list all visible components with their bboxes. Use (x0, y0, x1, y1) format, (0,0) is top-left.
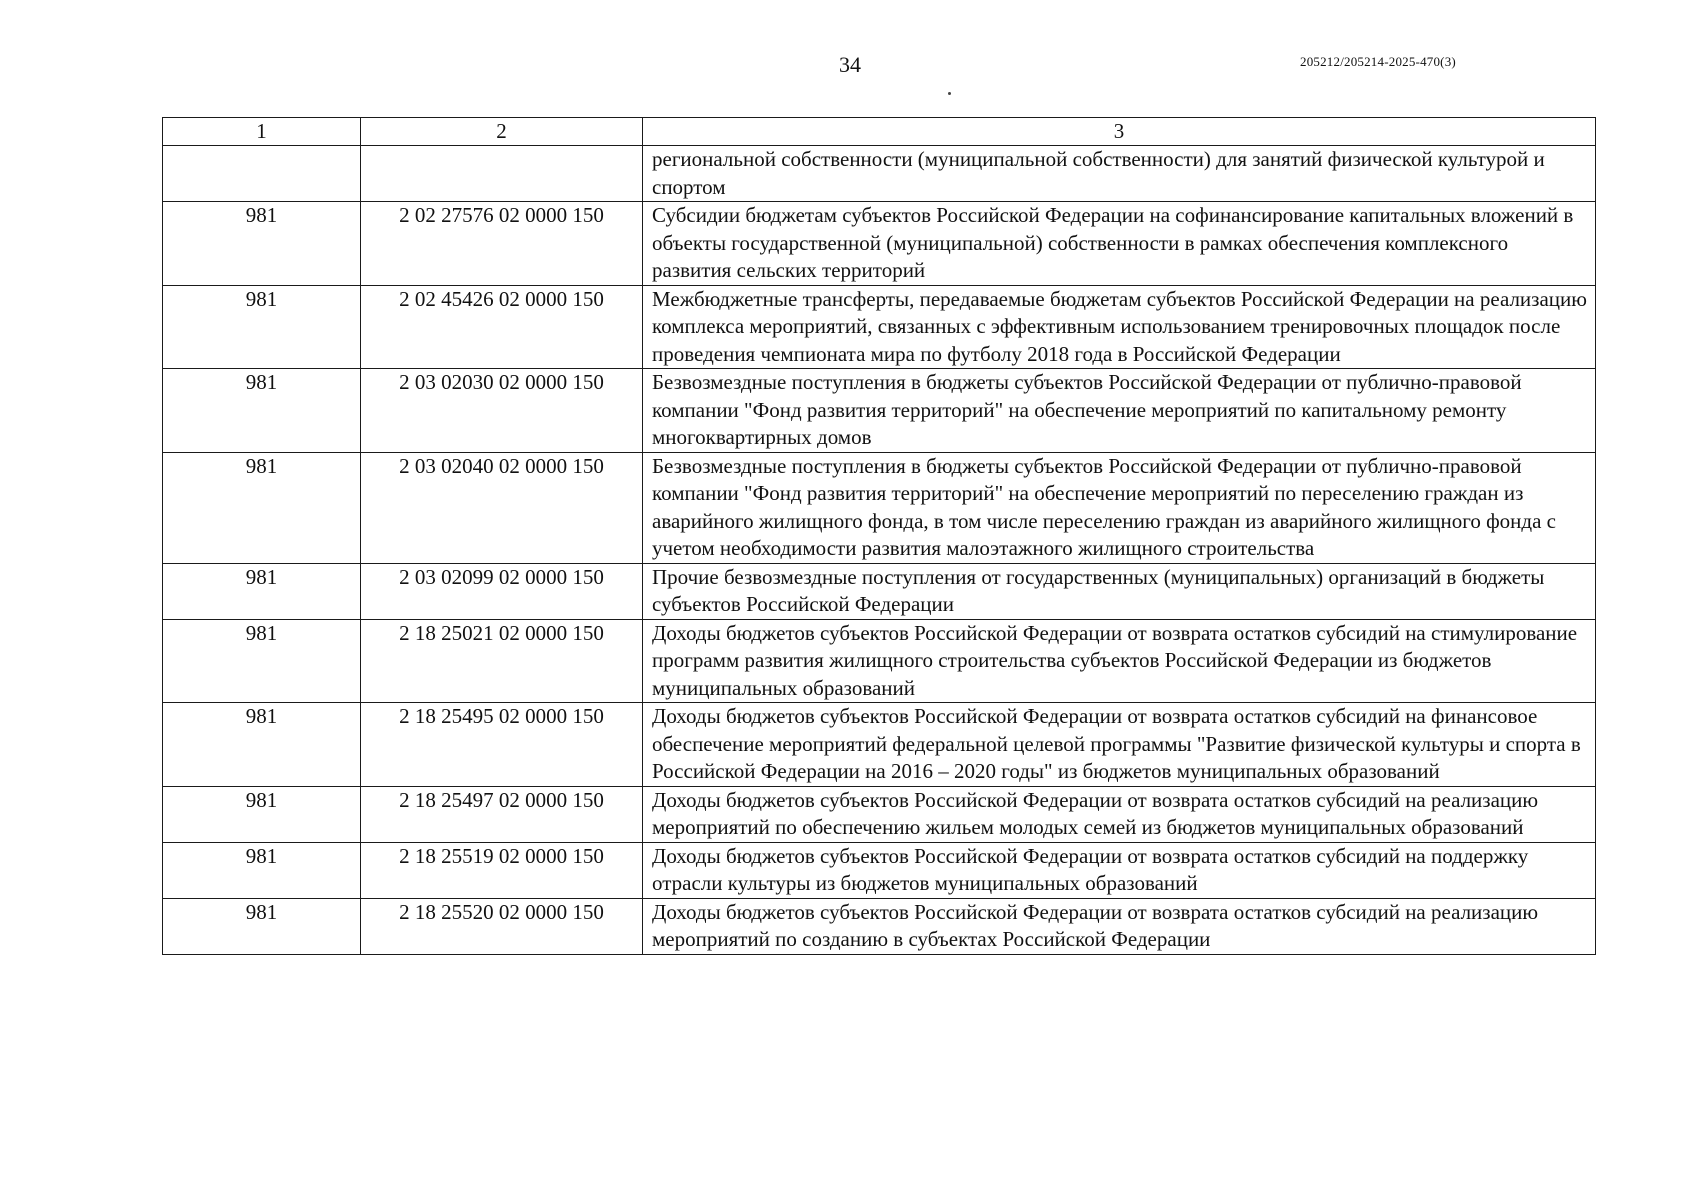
budget-code-text: 2 02 45426 02 0000 150 (399, 286, 604, 311)
table-row (163, 285, 1596, 369)
cell-budget-code (361, 619, 643, 703)
scan-artifact-dot (948, 92, 951, 95)
cell-description: Безвозмездные поступления в бюджеты субъектов Российской Федерации от публично-правовой компании "Фонд развития территорий" на обеспечение мероприятий по переселению граждан из аварийного жилищного фонда, в том числе переселению граждан из аварийного жилищного фонда с учетом необходимости развития малоэтажного жилищного строительства (643, 452, 1596, 563)
cell-budget-code (361, 452, 643, 563)
column-header-1: 1 (163, 118, 361, 146)
column-header-3: 3 (643, 118, 1596, 146)
cell-budget-code (361, 563, 643, 619)
table-row (163, 563, 1596, 619)
cell-admin-code: 981 (163, 703, 361, 787)
cell-budget-code (361, 369, 643, 453)
cell-admin-code: 981 (163, 619, 361, 703)
cell-admin-code: 981 (163, 202, 361, 286)
table-row (163, 786, 1596, 842)
cell-description: Межбюджетные трансферты, передаваемые бюджетам субъектов Российской Федерации на реализацию комплекса мероприятий, связанных с эффективным использованием тренировочных площадок после проведения чемпионата мира по футболу 2018 года в Российской Федерации (643, 285, 1596, 369)
budget-code-text: 2 18 25495 02 0000 150 (399, 704, 604, 728)
cell-description: Безвозмездные поступления в бюджеты субъектов Российской Федерации от публично-правовой компании "Фонд развития территорий" на обеспечение мероприятий по капитальному ремонту многоквартирных домов (643, 369, 1596, 453)
cell-budget-code (361, 703, 643, 787)
cell-admin-code (163, 146, 361, 202)
cell-admin-code: 981 (163, 842, 361, 898)
budget-code-text: 2 18 25021 02 0000 150 (399, 620, 604, 645)
cell-admin-code: 981 (163, 369, 361, 453)
cell-description: региональной собственности (муниципальной собственности) для занятий физической культурой и спортом (643, 146, 1596, 202)
budget-code-text: 2 02 27576 02 0000 150 (399, 203, 604, 227)
cell-admin-code: 981 (163, 285, 361, 369)
cell-admin-code: 981 (163, 452, 361, 563)
budget-code-text: 2 03 02030 02 0000 150 (399, 370, 604, 394)
budget-code-text: 2 18 25520 02 0000 150 (399, 899, 604, 924)
budget-code-text: 2 18 25519 02 0000 150 (399, 843, 604, 868)
cell-budget-code (361, 146, 643, 202)
cell-description: Доходы бюджетов субъектов Российской Федерации от возврата остатков субсидий на поддержку отрасли культуры из бюджетов муниципальных образований (643, 842, 1596, 898)
cell-description: Субсидии бюджетам субъектов Российской Федерации на софинансирование капитальных вложений в объекты государственной (муниципальной) собственности в рамках обеспечения комплексного развития сельских территорий (643, 202, 1596, 286)
revenue-codes-table (162, 117, 1596, 955)
table-row (163, 452, 1596, 563)
budget-code-text: 2 18 25497 02 0000 150 (399, 787, 604, 812)
cell-description: Доходы бюджетов субъектов Российской Федерации от возврата остатков субсидий на финансовое обеспечение мероприятий федеральной целевой программы "Развитие физической культуры и спорта в Российской Федерации на 2016 – 2020 годы" из бюджетов муниципальных образований (643, 703, 1596, 787)
table-header (163, 118, 1596, 146)
cell-budget-code (361, 786, 643, 842)
cell-admin-code: 981 (163, 786, 361, 842)
table-row (163, 703, 1596, 787)
table-header-row (163, 118, 1596, 146)
cell-description: Доходы бюджетов субъектов Российской Федерации от возврата остатков субсидий на реализацию мероприятий по обеспечению жильем молодых семей из бюджетов муниципальных образований (643, 786, 1596, 842)
page-number: 34 (839, 52, 861, 77)
cell-description: Доходы бюджетов субъектов Российской Федерации от возврата остатков субсидий на стимулирование программ развития жилищного строительства субъектов Российской Федерации из бюджетов муниципальных образований (643, 619, 1596, 703)
budget-code-text: 2 03 02040 02 0000 150 (399, 453, 604, 478)
table-row (163, 202, 1596, 286)
document-code: 205212/205214-2025-470(3) (1300, 54, 1456, 69)
cell-budget-code (361, 898, 643, 954)
budget-code-text: 2 03 02099 02 0000 150 (399, 564, 604, 589)
cell-description: Прочие безвозмездные поступления от государственных (муниципальных) организаций в бюджеты субъектов Российской Федерации (643, 563, 1596, 619)
table-row (163, 898, 1596, 954)
table-row (163, 369, 1596, 453)
cell-description: Доходы бюджетов субъектов Российской Федерации от возврата остатков субсидий на реализацию мероприятий по созданию в субъектах Российской Федерации (643, 898, 1596, 954)
table-row (163, 842, 1596, 898)
table-body (163, 146, 1596, 955)
column-header-2: 2 (361, 118, 643, 146)
cell-budget-code (361, 202, 643, 286)
cell-admin-code: 981 (163, 563, 361, 619)
table-row (163, 146, 1596, 202)
cell-budget-code (361, 842, 643, 898)
table-row (163, 619, 1596, 703)
cell-admin-code: 981 (163, 898, 361, 954)
cell-budget-code (361, 285, 643, 369)
